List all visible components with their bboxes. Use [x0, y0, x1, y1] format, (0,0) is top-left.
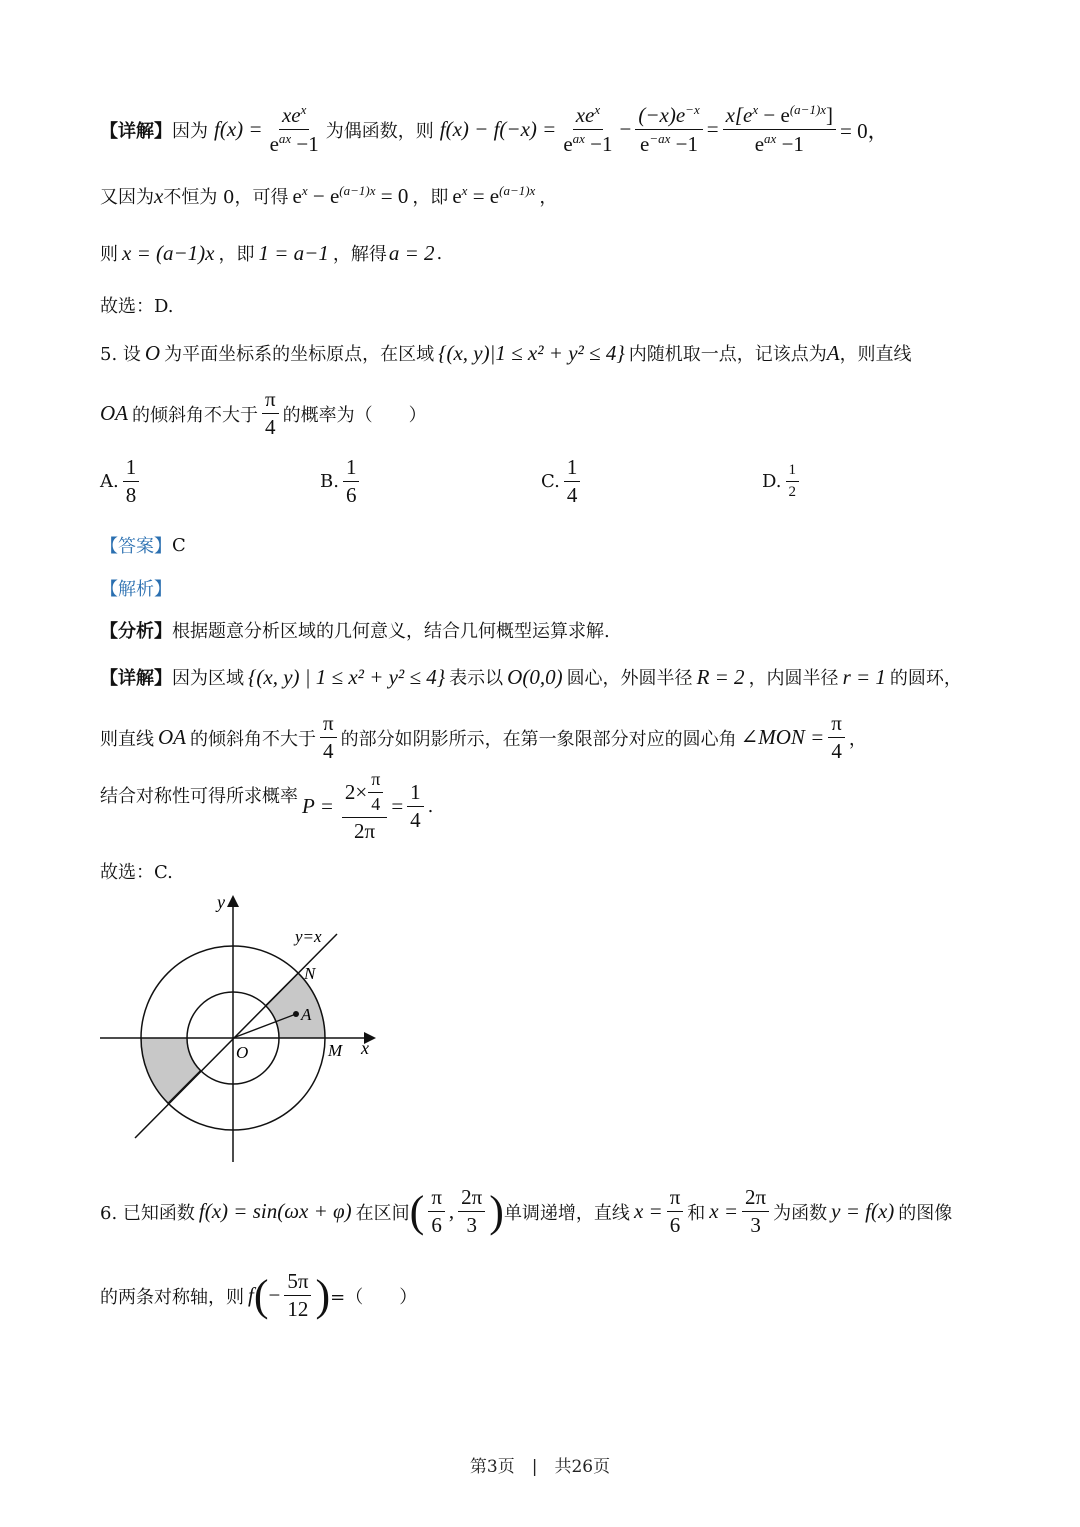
math: $e^x - e^{(a-1)x} = 0$: [292, 183, 409, 208]
fraction: $\frac{xe^x}{e^{ax} -1}$: [563, 102, 613, 157]
q5-detail-line-2: 则直线 OA 的倾斜角不大于 $\frac{\pi}{4}$ 的部分如阴影所示，在第一象限部分对应的圆心角 ∠MON = $\frac{\pi}{4}$ ，: [100, 711, 867, 764]
choice-d[interactable]: D. $\frac{1}{2}$: [762, 462, 803, 500]
math: x = (a−1)x: [122, 240, 215, 265]
math: f(x) − f(−x) =: [439, 117, 557, 142]
shaded-region-q3: [141, 1038, 200, 1103]
select-c: 故选：C.: [100, 862, 173, 883]
q6-line-2: 的两条对称轴，则 f ( − $\frac{5\pi}{12}$ ) =（ ）: [100, 1269, 418, 1322]
q5-line-1: 5. 设 O 为平面坐标系的坐标原点，在区域 {(x, y)|1 ≤ x² + y² ≤ 4} 内随机取一点，记该点为 A ，则直线: [100, 340, 912, 365]
y-label: y: [217, 892, 225, 912]
choice-b[interactable]: B. $\frac{1}{6}$: [320, 456, 363, 507]
fenxi-line: 【分析】 根据题意分析区域的几何意义，结合几何概型运算求解.: [100, 621, 610, 642]
q6-line-1: 6. 已知函数 f(x) = sin(ωx + φ) 在区间 ( $\frac{\pi}{6}$ , $\frac{2\pi}{3}$ ) 单调递增，直线 x = $\frac{\pi}{6}$ 和 x = $\frac{2\pi}{3}$ 为函数 y = f(x) 的图像: [100, 1185, 953, 1238]
text: ，即: [218, 244, 255, 265]
m-label: M: [328, 1041, 343, 1060]
text: .: [436, 242, 443, 264]
fraction: $\frac{\pi}{4}$: [262, 388, 279, 439]
math: a = 2: [388, 240, 435, 265]
detail-line-1: [100, 103, 990, 156]
math: 1 = a−1: [258, 240, 329, 265]
detail-line-3: [100, 240, 990, 266]
math: x: [154, 183, 164, 208]
o-label: O: [236, 1043, 249, 1062]
choice-a[interactable]: A. $\frac{1}{8}$: [100, 456, 143, 507]
shaded-region-q1: [266, 973, 325, 1038]
math: f(x) =: [214, 117, 263, 142]
math: = 0，: [840, 118, 889, 143]
point-a: [293, 1011, 299, 1017]
line-label: y=x: [295, 927, 322, 946]
detail-line-2: [100, 183, 990, 209]
annulus-figure: [95, 890, 385, 1170]
q5-detail-line-1: 【详解】 因为区域 {(x, y) | 1 ≤ x² + y² ≤ 4} 表示以 O(0,0) 圆心，外圆半径 R = 2 ，内圆半径 r = 1 的圆环，: [100, 664, 962, 689]
q5-detail-line-3: 结合对称性可得所求概率 P = 2× $\frac{\pi}{4}$ 2π = $\frac{1}{4}$ .: [100, 769, 434, 843]
text: 又因为: [100, 187, 154, 208]
q5-line-2: OA 的倾斜角不大于 $\frac{\pi}{4}$ 的概率为（ ）: [100, 387, 427, 440]
detail-tag: 【详解】: [100, 120, 172, 142]
text: 为偶函数，则: [325, 120, 434, 142]
math: $e^x = e^{(a-1)x}$: [452, 183, 536, 208]
select-d: 故选：D.: [100, 296, 174, 317]
analysis-tag: 【解析】: [100, 579, 172, 600]
fraction: $\frac{x[e^x - e^{(a-1)x}]}{e^{ax} -1}$: [723, 103, 836, 156]
fraction: $\frac{(-x)e^{-x}}{e^{-ax} -1}$: [635, 103, 702, 156]
x-label: x: [361, 1038, 369, 1058]
choice-c[interactable]: C. $\frac{1}{4}$: [541, 456, 584, 507]
n-label: N: [304, 964, 316, 983]
text: 则: [100, 244, 118, 265]
fraction: $\frac{xe^x}{e^{ax} -1}$: [269, 102, 319, 157]
a-label: A: [301, 1005, 312, 1024]
text: 因为: [172, 120, 208, 142]
page-footer: 第3页 | 共26页: [469, 1457, 611, 1477]
text: ，即: [412, 187, 449, 208]
text: ，解得: [332, 244, 387, 265]
math: −: [619, 117, 632, 142]
text: ，: [539, 187, 558, 208]
math: =: [706, 117, 719, 142]
answer-line: 【答案】 C: [100, 534, 186, 557]
text: 不恒为 0，可得: [163, 187, 289, 208]
